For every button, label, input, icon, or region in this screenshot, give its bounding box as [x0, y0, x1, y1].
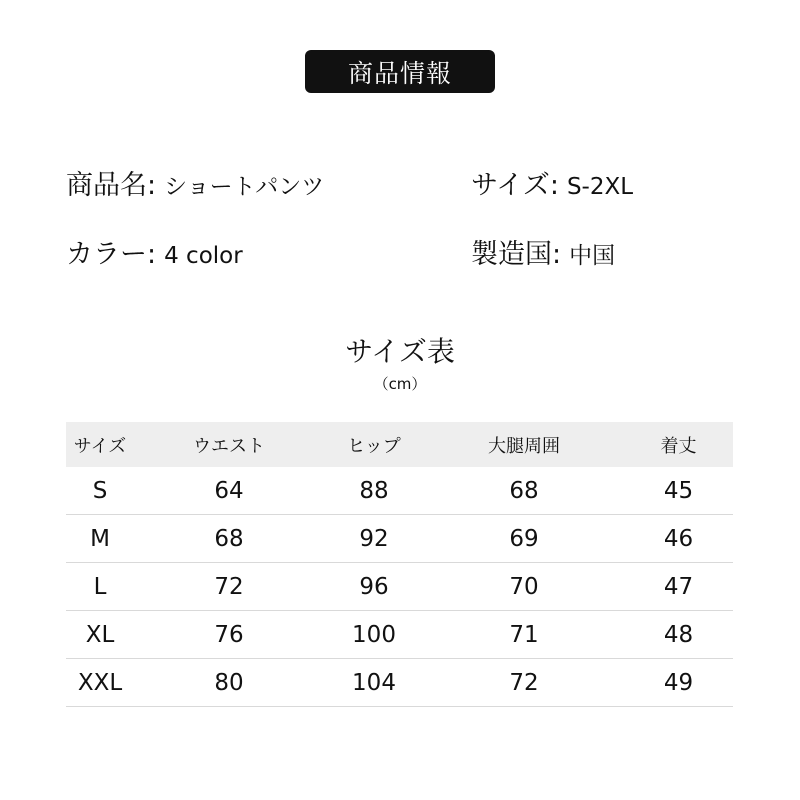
- size-table: [66, 422, 733, 707]
- size-cell: L: [93, 573, 107, 600]
- thigh-cell: 71: [509, 621, 539, 648]
- size-chart-unit: （cm）: [373, 375, 427, 393]
- color-row: [66, 232, 243, 271]
- origin-row: [471, 232, 615, 271]
- product-name-value: ショートパンツ: [164, 174, 325, 200]
- size-cell: XL: [85, 621, 115, 648]
- length-cell: 48: [663, 621, 694, 648]
- table-row: [66, 515, 733, 563]
- length-cell: 49: [663, 669, 694, 696]
- size-range-label: サイズ:: [471, 170, 559, 201]
- column-header-thigh: 大腿周囲: [488, 435, 560, 457]
- column-header-size: サイズ: [73, 435, 127, 457]
- section-title: 商品情報: [347, 58, 452, 88]
- waist-cell: 76: [214, 621, 244, 648]
- thigh-cell: 68: [509, 477, 539, 504]
- section-title-badge: [305, 50, 495, 93]
- hip-cell: 100: [352, 621, 396, 648]
- origin-value: 中国: [569, 243, 616, 269]
- table-row: [66, 563, 733, 611]
- length-cell: 45: [663, 477, 694, 504]
- hip-cell: 88: [359, 477, 389, 504]
- waist-cell: 64: [214, 477, 244, 504]
- table-header-row: [66, 422, 733, 467]
- thigh-cell: 70: [509, 573, 539, 600]
- column-header-hip: ヒップ: [347, 435, 401, 457]
- size-cell: S: [92, 477, 108, 504]
- length-cell: 46: [663, 525, 694, 552]
- size-range-row: [471, 163, 633, 202]
- origin-label: 製造国:: [471, 239, 562, 270]
- color-label: カラー:: [66, 239, 157, 270]
- hip-cell: 92: [359, 525, 389, 552]
- hip-cell: 96: [359, 573, 389, 600]
- color-value: 4 color: [164, 243, 243, 269]
- size-range-value: S-2XL: [566, 174, 634, 200]
- size-cell: M: [90, 525, 110, 552]
- column-header-length: 着丈: [660, 435, 697, 457]
- column-header-waist: ウエスト: [193, 435, 265, 457]
- waist-cell: 80: [214, 669, 244, 696]
- table-row: [66, 611, 733, 659]
- size-chart-title: サイズ表: [345, 335, 455, 368]
- table-row: [66, 467, 733, 515]
- size-cell: XXL: [77, 669, 123, 696]
- thigh-cell: 69: [509, 525, 539, 552]
- product-name-row: [66, 163, 324, 202]
- waist-cell: 72: [214, 573, 244, 600]
- waist-cell: 68: [214, 525, 244, 552]
- table-row: [66, 659, 733, 707]
- length-cell: 47: [663, 573, 694, 600]
- hip-cell: 104: [352, 669, 396, 696]
- product-name-label: 商品名:: [66, 170, 157, 201]
- thigh-cell: 72: [509, 669, 539, 696]
